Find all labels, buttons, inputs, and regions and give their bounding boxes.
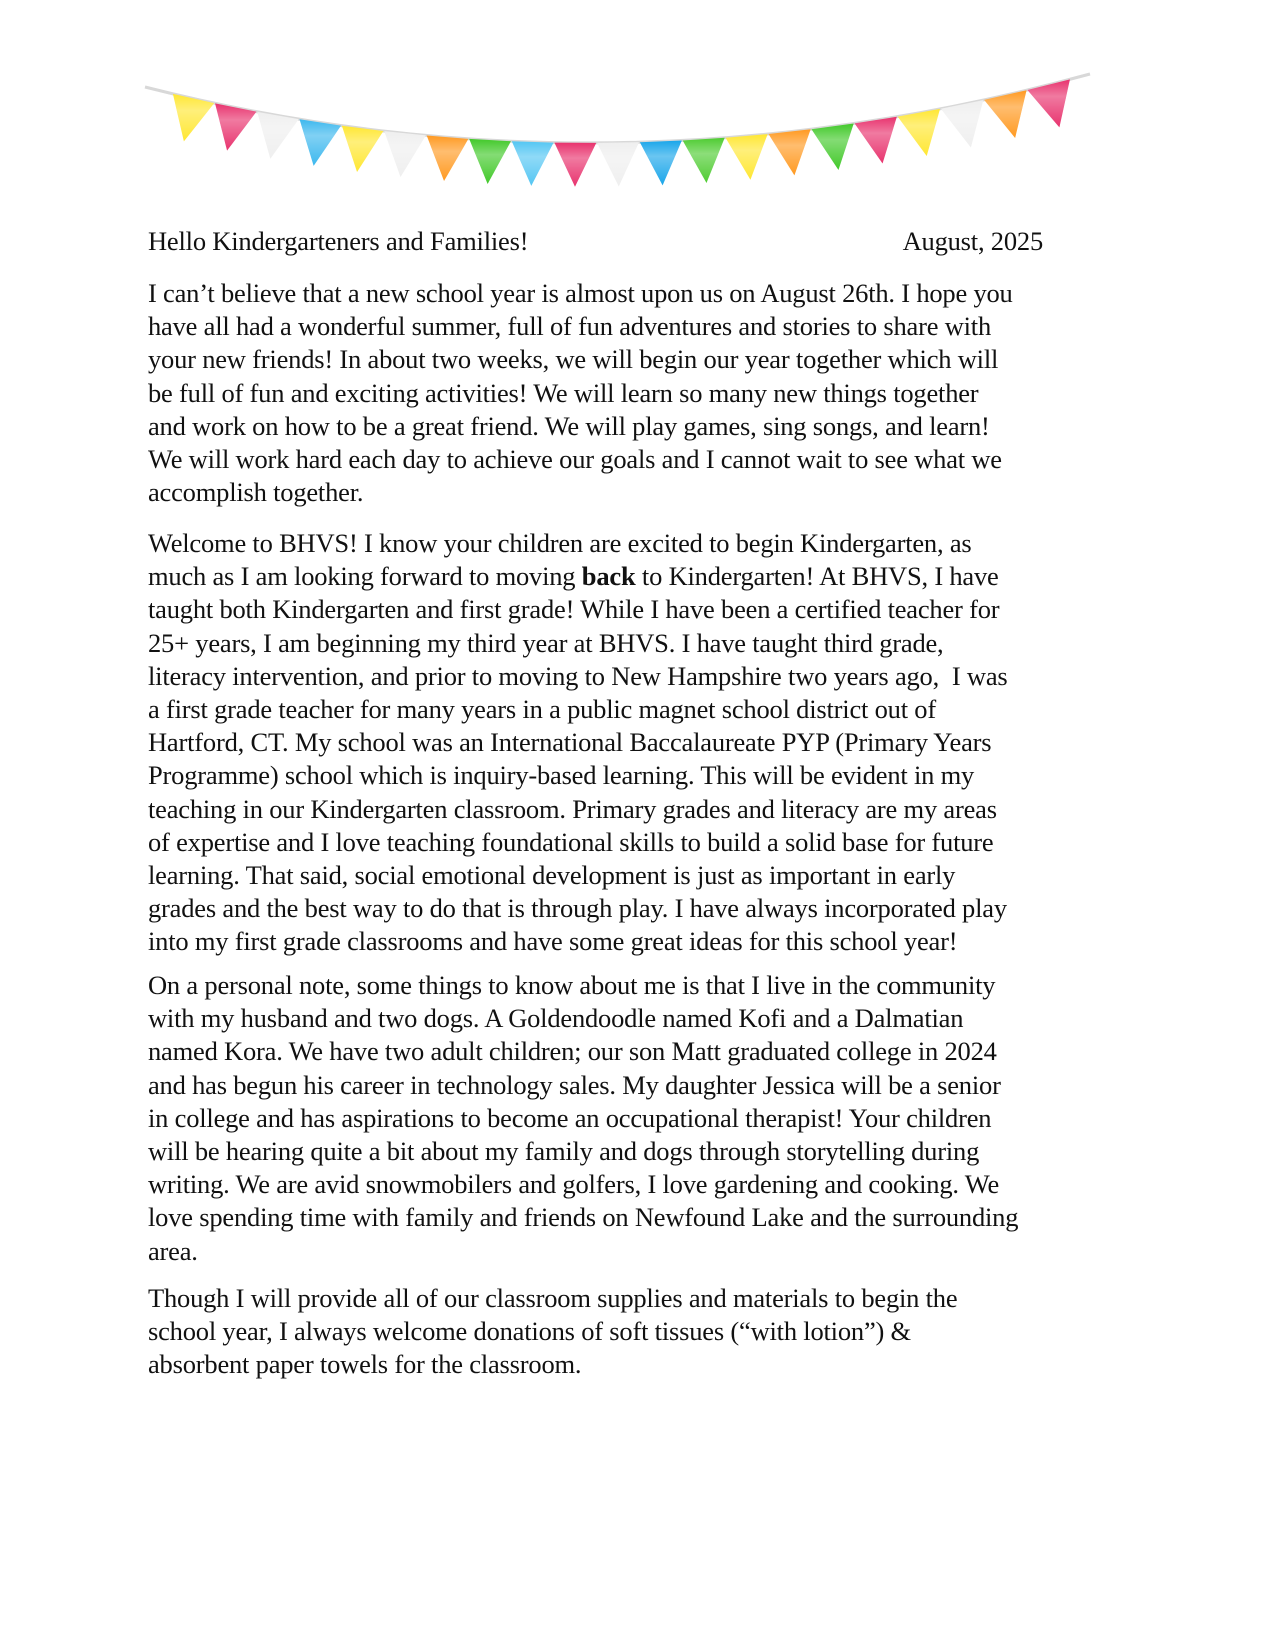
bunting-flag-shine bbox=[640, 141, 682, 186]
text-line: love spending time with family and friends on Newfound Lake and the surrounding bbox=[148, 1202, 1019, 1233]
text-line: Though I will provide all of our classroom supplies and materials to begin the bbox=[148, 1283, 958, 1313]
paragraph-intro bbox=[148, 277, 1128, 509]
paragraph-welcome bbox=[148, 527, 1128, 958]
bunting-flag-shine bbox=[597, 142, 639, 186]
text-line: Welcome to BHVS! I know your children are excited to begin Kindergarten, as bbox=[148, 528, 972, 558]
text-line: a first grade teacher for many years in a public magnet school district out of bbox=[148, 693, 936, 724]
text-line: Programme) school which is inquiry-based learning. This will be evident in my bbox=[148, 760, 975, 791]
text-line: have all had a wonderful summer, full of fun adventures and stories to share with bbox=[148, 311, 992, 342]
bunting-flag-shine bbox=[1027, 79, 1070, 127]
text-line: your new friends! In about two weeks, we will begin our year together which will bbox=[148, 344, 999, 375]
bunting-flag-shine bbox=[812, 124, 854, 170]
bunting-flag-shine bbox=[469, 139, 511, 184]
text-line: into my first grade classrooms and have some great ideas for this school year! bbox=[148, 926, 958, 957]
bunting-icon bbox=[140, 70, 1100, 200]
bunting-flag-shine bbox=[898, 109, 940, 156]
letter-header bbox=[148, 226, 1088, 260]
paragraph-personal bbox=[148, 969, 1128, 1268]
bunting-flag-shine bbox=[427, 136, 469, 182]
emphasis-back: back bbox=[581, 561, 636, 592]
text-line: On a personal note, some things to know about me is that I live in the community bbox=[148, 970, 996, 1000]
text-line: named Kora. We have two adult children; our son Matt graduated college in 2024 bbox=[148, 1036, 997, 1067]
text-line: and has begun his career in technology sales. My daughter Jessica will be a senior bbox=[148, 1069, 1001, 1100]
text-line: will be hearing quite a bit about my family and dogs through storytelling during bbox=[148, 1135, 980, 1166]
text-line: accomplish together. bbox=[148, 477, 364, 508]
text-line: I can’t believe that a new school year is almost upon us on August 26th. I hope you bbox=[148, 278, 1013, 308]
text-line bbox=[148, 560, 1128, 593]
text-line: with my husband and two dogs. A Goldendoodle named Kofi and a Dalmatian bbox=[148, 1003, 964, 1034]
bunting-flag-shine bbox=[300, 119, 341, 166]
text-line: learning. That said, social emotional development is just as important in early bbox=[148, 859, 956, 890]
bunting-flag-shine bbox=[554, 143, 596, 187]
text-line: of expertise and I love teaching foundational skills to build a solid base for future bbox=[148, 826, 994, 857]
text-fragment: much as I am looking forward to moving bbox=[148, 561, 582, 592]
text-fragment: to Kindergarten! At BHVS, I have bbox=[635, 561, 999, 592]
text-line: writing. We are avid snowmobilers and golfers, I love gardening and cooking. We bbox=[148, 1169, 1000, 1200]
text-line: 25+ years, I am beginning my third year at BHVS. I have taught third grade, bbox=[148, 627, 944, 658]
text-line: grades and the best way to do that is through play. I have always incorporated play bbox=[148, 893, 1007, 924]
paragraph-supplies bbox=[148, 1282, 1128, 1382]
bunting-flag-shine bbox=[384, 131, 426, 177]
text-line: taught both Kindergarten and first grade! While I have been a certified teacher for bbox=[148, 594, 1000, 625]
greeting: Hello Kindergarteners and Families! bbox=[148, 226, 529, 256]
bunting-flag-shine bbox=[257, 112, 298, 159]
bunting-flag-shine bbox=[342, 126, 384, 172]
text-line: be full of fun and exciting activities! We will learn so many new things together bbox=[148, 377, 979, 408]
text-line: absorbent paper towels for the classroom. bbox=[148, 1349, 582, 1380]
letter-date: August, 2025 bbox=[902, 226, 1043, 256]
bunting-flag-shine bbox=[855, 117, 897, 164]
text-line: and work on how to be a great friend. We will play games, sing songs, and learn! bbox=[148, 410, 990, 441]
bunting-flag-shine bbox=[683, 138, 725, 183]
text-line: Hartford, CT. My school was an International Baccalaureate PYP (Primary Years bbox=[148, 727, 992, 758]
text-line: teaching in our Kindergarten classroom. Primary grades and literacy are my areas bbox=[148, 793, 997, 824]
bunting-flag-shine bbox=[512, 141, 554, 186]
text-line: literacy intervention, and prior to moving to New Hampshire two years ago, I was bbox=[148, 660, 1008, 691]
bunting-flag-shine bbox=[215, 103, 256, 150]
text-line: We will work hard each day to achieve our goals and I cannot wait to see what we bbox=[148, 443, 1002, 474]
text-line: in college and has aspirations to become an occupational therapist! Your children bbox=[148, 1102, 992, 1133]
text-line: school year, I always welcome donations of soft tissues (“with lotion”) & bbox=[148, 1316, 911, 1347]
bunting-flag-shine bbox=[769, 129, 811, 175]
text-line: area. bbox=[148, 1235, 198, 1266]
bunting-flag-shine bbox=[726, 134, 768, 180]
